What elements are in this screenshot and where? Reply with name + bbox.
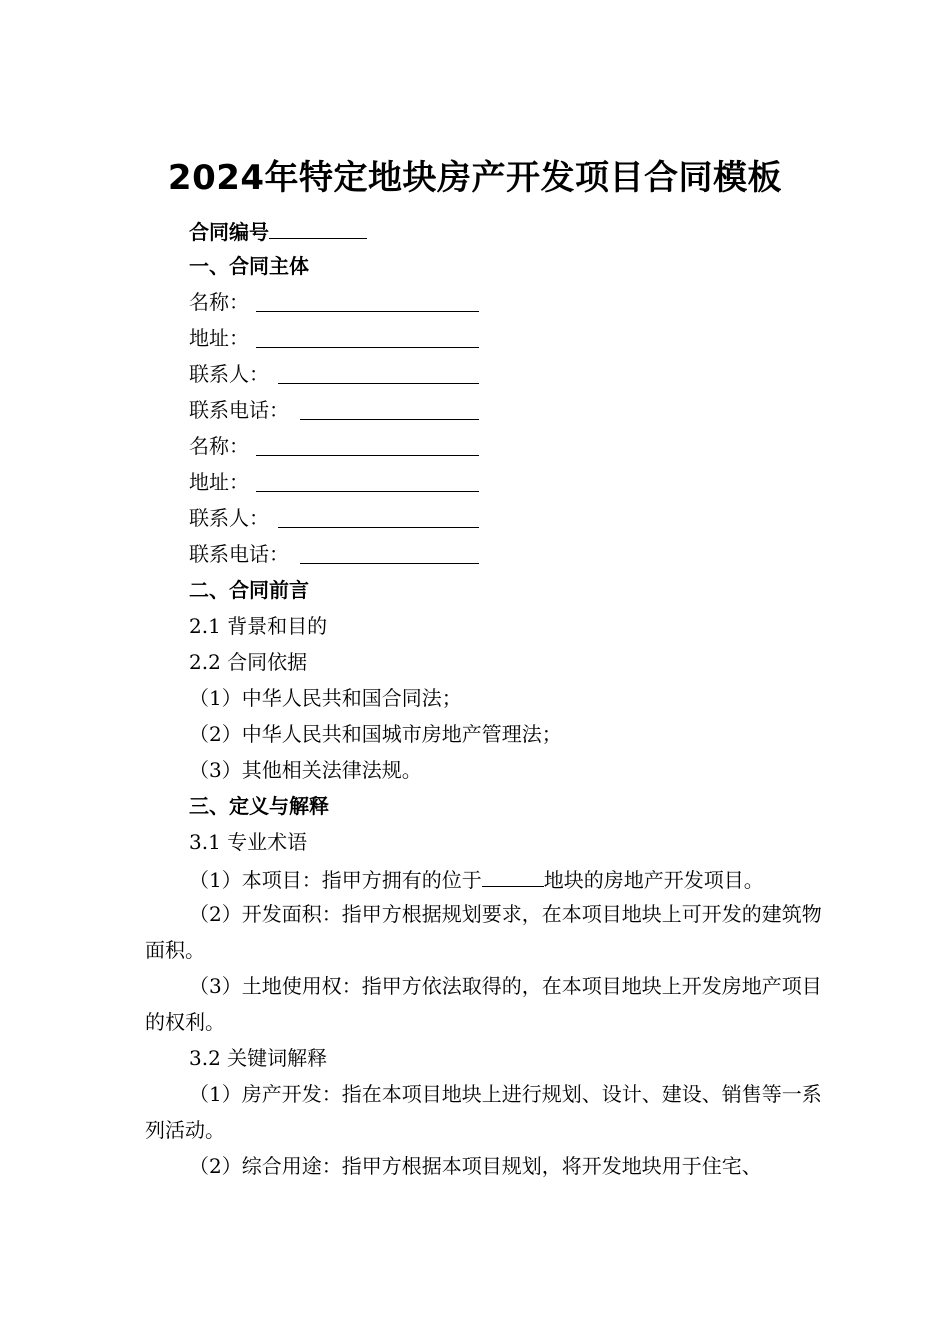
contract-number-label: 合同编号 — [189, 220, 269, 244]
term-item-1-suffix: 地块的房地产开发项目。 — [543, 868, 764, 892]
party-a-phone-label: 联系电话： — [189, 398, 289, 422]
party-b-contact-blank[interactable] — [278, 527, 479, 528]
section-3-heading: 三、定义与解释 — [189, 794, 329, 818]
party-b-name-label: 名称： — [189, 434, 249, 458]
party-a-phone-blank[interactable] — [300, 419, 479, 420]
basis-item-1: （1）中华人民共和国合同法； — [189, 686, 462, 710]
section-2-2: 2.2 合同依据 — [189, 650, 308, 674]
party-a-name-label: 名称： — [189, 290, 249, 314]
party-b-contact-label: 联系人： — [189, 506, 269, 530]
section-3-1: 3.1 专业术语 — [189, 830, 308, 854]
term-item-1-prefix: （1）本项目：指甲方拥有的位于 — [189, 868, 482, 892]
party-a-name-blank[interactable] — [256, 311, 479, 312]
basis-item-2: （2）中华人民共和国城市房地产管理法； — [189, 722, 562, 746]
contract-number-line — [189, 218, 367, 244]
keyword-item-1: （1）房产开发：指在本项目地块上进行规划、设计、建设、销售等一系列活动。 — [145, 1082, 822, 1142]
term-item-1 — [189, 866, 764, 892]
party-a-contact-blank[interactable] — [278, 383, 479, 384]
party-b-address-blank[interactable] — [256, 491, 479, 492]
section-2-heading: 二、合同前言 — [189, 578, 309, 602]
party-b-name-blank[interactable] — [256, 455, 479, 456]
party-b-address-label: 地址： — [189, 470, 249, 494]
term-item-2: （2）开发面积：指甲方根据规划要求，在本项目地块上可开发的建筑物面积。 — [145, 902, 822, 962]
term-item-3: （3）土地使用权：指甲方依法取得的，在本项目地块上开发房地产项目的权利。 — [145, 974, 822, 1034]
keyword-item-2: （2）综合用途：指甲方根据本项目规划，将开发地块用于住宅、 — [189, 1154, 762, 1178]
section-3-2: 3.2 关键词解释 — [189, 1046, 328, 1070]
party-b-phone-blank[interactable] — [300, 563, 479, 564]
section-2-1: 2.1 背景和目的 — [189, 614, 328, 638]
section-1-heading: 一、合同主体 — [189, 254, 309, 278]
party-a-contact-label: 联系人： — [189, 362, 269, 386]
location-blank[interactable] — [482, 866, 544, 887]
party-a-address-label: 地址： — [189, 326, 249, 350]
basis-item-3: （3）其他相关法律法规。 — [189, 758, 422, 782]
party-b-phone-label: 联系电话： — [189, 542, 289, 566]
party-a-address-blank[interactable] — [256, 347, 479, 348]
contract-number-blank[interactable] — [269, 218, 367, 239]
document-title: 2024年特定地块房产开发项目合同模板 — [167, 158, 783, 198]
